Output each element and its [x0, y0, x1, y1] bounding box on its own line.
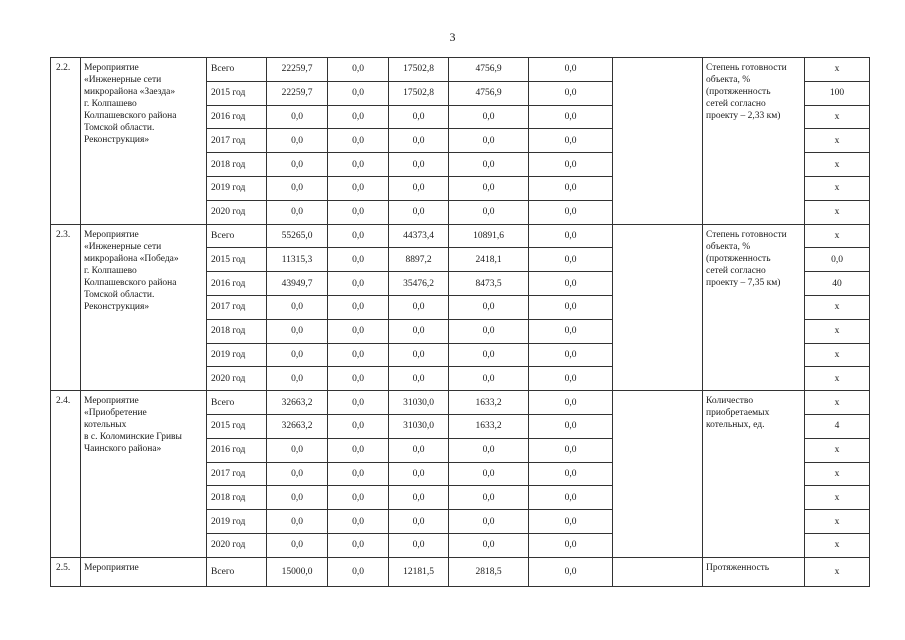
other-cell: 0,0	[529, 438, 613, 462]
local-cell: 0,0	[449, 200, 529, 224]
other-cell: 0,0	[529, 248, 613, 272]
measure-title	[81, 224, 207, 391]
local-cell: 2818,5	[449, 557, 529, 586]
total-cell: 11315,3	[267, 248, 328, 272]
regional-cell: 0,0	[389, 153, 449, 177]
total-cell: 0,0	[267, 462, 328, 486]
measure-title-text: Мероприятие «Инженерные сети микрорайона «Заезда» г. Колпашево Колпашевского района Томской области. Реконструкция»	[84, 63, 177, 145]
indicator-value: х	[805, 200, 870, 224]
federal-cell: 0,0	[328, 105, 389, 129]
indicator-value: х	[805, 391, 870, 415]
local-cell: 1633,2	[449, 414, 529, 438]
total-cell: 0,0	[267, 295, 328, 319]
regional-cell: 35476,2	[389, 272, 449, 296]
regional-cell: 17502,8	[389, 81, 449, 105]
local-cell: 1633,2	[449, 391, 529, 415]
year-cell: 2019 год	[207, 176, 267, 200]
row-index: 2.4.	[51, 391, 81, 558]
measure-title	[81, 557, 207, 586]
local-cell: 0,0	[449, 176, 529, 200]
indicator-text: Степень готовности объекта, % (протяженность сетей согласно проекту – 7,35 км)	[706, 229, 787, 288]
total-cell: 32663,2	[267, 391, 328, 415]
blank-cell	[613, 557, 703, 586]
total-cell: 0,0	[267, 533, 328, 557]
federal-cell: 0,0	[328, 414, 389, 438]
year-cell: 2020 год	[207, 200, 267, 224]
year-cell: 2017 год	[207, 295, 267, 319]
indicator-value: х	[805, 557, 870, 586]
indicator-text: Степень готовности объекта, % (протяженность сетей согласно проекту – 2,33 км)	[706, 63, 787, 121]
regional-cell: 0,0	[389, 486, 449, 510]
other-cell: 0,0	[529, 105, 613, 129]
blank-cell	[613, 224, 703, 391]
year-cell: 2018 год	[207, 486, 267, 510]
other-cell: 0,0	[529, 319, 613, 343]
local-cell: 0,0	[449, 153, 529, 177]
indicator-name	[703, 391, 805, 558]
local-cell: 0,0	[449, 319, 529, 343]
measure-title-text: Мероприятие	[84, 562, 139, 573]
indicator-value: х	[805, 367, 870, 391]
federal-cell: 0,0	[328, 343, 389, 367]
federal-cell: 0,0	[328, 533, 389, 557]
federal-cell: 0,0	[328, 295, 389, 319]
total-cell: 32663,2	[267, 414, 328, 438]
measure-title-text: Мероприятие «Приобретение котельных в с. Коломинские Гривы Чаинского района»	[84, 396, 182, 455]
local-cell: 4756,9	[449, 81, 529, 105]
federal-cell: 0,0	[328, 319, 389, 343]
year-cell: 2020 год	[207, 367, 267, 391]
federal-cell: 0,0	[328, 462, 389, 486]
federal-cell: 0,0	[328, 176, 389, 200]
row-index: 2.5.	[51, 557, 81, 586]
total-cell: 15000,0	[267, 557, 328, 586]
total-cell: 0,0	[267, 319, 328, 343]
other-cell: 0,0	[529, 367, 613, 391]
local-cell: 8473,5	[449, 272, 529, 296]
federal-cell: 0,0	[328, 391, 389, 415]
other-cell: 0,0	[529, 533, 613, 557]
indicator-value: х	[805, 319, 870, 343]
federal-cell: 0,0	[328, 510, 389, 534]
indicator-value: х	[805, 58, 870, 82]
other-cell: 0,0	[529, 462, 613, 486]
regional-cell: 0,0	[389, 533, 449, 557]
indicator-value: х	[805, 510, 870, 534]
total-cell: 0,0	[267, 343, 328, 367]
federal-cell: 0,0	[328, 153, 389, 177]
other-cell: 0,0	[529, 510, 613, 534]
indicator-value: х	[805, 462, 870, 486]
year-cell: 2015 год	[207, 81, 267, 105]
local-cell: 0,0	[449, 462, 529, 486]
year-cell: 2017 год	[207, 129, 267, 153]
regional-cell: 0,0	[389, 176, 449, 200]
indicator-text: Протяженность	[706, 562, 770, 573]
year-cell: 2019 год	[207, 510, 267, 534]
indicator-value: х	[805, 295, 870, 319]
indicator-value: х	[805, 343, 870, 367]
indicator-value: х	[805, 129, 870, 153]
year-cell: Всего	[207, 58, 267, 82]
federal-cell: 0,0	[328, 486, 389, 510]
total-cell: 0,0	[267, 200, 328, 224]
total-cell: 0,0	[267, 153, 328, 177]
other-cell: 0,0	[529, 81, 613, 105]
row-index: 2.2.	[51, 58, 81, 225]
regional-cell: 0,0	[389, 462, 449, 486]
regional-cell: 0,0	[389, 200, 449, 224]
year-cell: Всего	[207, 557, 267, 586]
regional-cell: 17502,8	[389, 58, 449, 82]
table-row	[51, 58, 870, 82]
regional-cell: 31030,0	[389, 414, 449, 438]
regional-cell: 0,0	[389, 510, 449, 534]
row-index: 2.3.	[51, 224, 81, 391]
total-cell: 43949,7	[267, 272, 328, 296]
indicator-value: 0,0	[805, 248, 870, 272]
table-row	[51, 391, 870, 415]
local-cell: 0,0	[449, 533, 529, 557]
local-cell: 0,0	[449, 129, 529, 153]
other-cell: 0,0	[529, 557, 613, 586]
page-number: 3	[449, 30, 456, 44]
regional-cell: 0,0	[389, 343, 449, 367]
indicator-value: х	[805, 438, 870, 462]
year-cell: 2018 год	[207, 153, 267, 177]
regional-cell: 0,0	[389, 129, 449, 153]
local-cell: 0,0	[449, 295, 529, 319]
blank-cell	[613, 391, 703, 558]
other-cell: 0,0	[529, 129, 613, 153]
total-cell: 0,0	[267, 438, 328, 462]
regional-cell: 31030,0	[389, 391, 449, 415]
measure-title	[81, 391, 207, 558]
regional-cell: 44373,4	[389, 224, 449, 248]
other-cell: 0,0	[529, 414, 613, 438]
regional-cell: 0,0	[389, 319, 449, 343]
local-cell: 0,0	[449, 486, 529, 510]
year-cell: 2016 год	[207, 105, 267, 129]
total-cell: 0,0	[267, 176, 328, 200]
total-cell: 0,0	[267, 510, 328, 534]
year-cell: Всего	[207, 391, 267, 415]
indicator-value: х	[805, 153, 870, 177]
total-cell: 22259,7	[267, 58, 328, 82]
year-cell: Всего	[207, 224, 267, 248]
blank-cell	[613, 58, 703, 225]
regional-cell: 0,0	[389, 367, 449, 391]
year-cell: 2015 год	[207, 248, 267, 272]
federal-cell: 0,0	[328, 248, 389, 272]
measure-title	[81, 58, 207, 225]
local-cell: 4756,9	[449, 58, 529, 82]
indicator-value: х	[805, 533, 870, 557]
measure-title-text: Мероприятие «Инженерные сети микрорайона «Победа» г. Колпашево Колпашевского района Томской области. Реконструкция»	[84, 229, 179, 312]
program-table	[50, 57, 870, 587]
year-cell: 2016 год	[207, 272, 267, 296]
indicator-value: х	[805, 176, 870, 200]
other-cell: 0,0	[529, 176, 613, 200]
total-cell: 22259,7	[267, 81, 328, 105]
indicator-value: 100	[805, 81, 870, 105]
indicator-value: 40	[805, 272, 870, 296]
local-cell: 0,0	[449, 438, 529, 462]
indicator-name	[703, 224, 805, 391]
federal-cell: 0,0	[328, 224, 389, 248]
year-cell: 2017 год	[207, 462, 267, 486]
indicator-value: х	[805, 105, 870, 129]
federal-cell: 0,0	[328, 81, 389, 105]
indicator-name	[703, 557, 805, 586]
other-cell: 0,0	[529, 153, 613, 177]
other-cell: 0,0	[529, 391, 613, 415]
total-cell: 0,0	[267, 486, 328, 510]
total-cell: 0,0	[267, 105, 328, 129]
other-cell: 0,0	[529, 272, 613, 296]
indicator-value: х	[805, 224, 870, 248]
regional-cell: 0,0	[389, 105, 449, 129]
federal-cell: 0,0	[328, 272, 389, 296]
other-cell: 0,0	[529, 224, 613, 248]
table-row	[51, 557, 870, 586]
indicator-value: х	[805, 486, 870, 510]
other-cell: 0,0	[529, 486, 613, 510]
other-cell: 0,0	[529, 200, 613, 224]
local-cell: 0,0	[449, 510, 529, 534]
regional-cell: 12181,5	[389, 557, 449, 586]
local-cell: 10891,6	[449, 224, 529, 248]
local-cell: 2418,1	[449, 248, 529, 272]
other-cell: 0,0	[529, 343, 613, 367]
table-body	[51, 58, 870, 587]
year-cell: 2016 год	[207, 438, 267, 462]
year-cell: 2018 год	[207, 319, 267, 343]
regional-cell: 0,0	[389, 295, 449, 319]
indicator-value: 4	[805, 414, 870, 438]
regional-cell: 8897,2	[389, 248, 449, 272]
year-cell: 2020 год	[207, 533, 267, 557]
local-cell: 0,0	[449, 105, 529, 129]
federal-cell: 0,0	[328, 129, 389, 153]
local-cell: 0,0	[449, 367, 529, 391]
other-cell: 0,0	[529, 295, 613, 319]
federal-cell: 0,0	[328, 438, 389, 462]
regional-cell: 0,0	[389, 438, 449, 462]
federal-cell: 0,0	[328, 367, 389, 391]
other-cell: 0,0	[529, 58, 613, 82]
federal-cell: 0,0	[328, 557, 389, 586]
local-cell: 0,0	[449, 343, 529, 367]
total-cell: 0,0	[267, 129, 328, 153]
indicator-name	[703, 58, 805, 225]
table-row	[51, 224, 870, 248]
federal-cell: 0,0	[328, 200, 389, 224]
indicator-text: Количество приобретаемых котельных, ед.	[706, 396, 770, 431]
total-cell: 0,0	[267, 367, 328, 391]
total-cell: 55265,0	[267, 224, 328, 248]
year-cell: 2015 год	[207, 414, 267, 438]
federal-cell: 0,0	[328, 58, 389, 82]
year-cell: 2019 год	[207, 343, 267, 367]
